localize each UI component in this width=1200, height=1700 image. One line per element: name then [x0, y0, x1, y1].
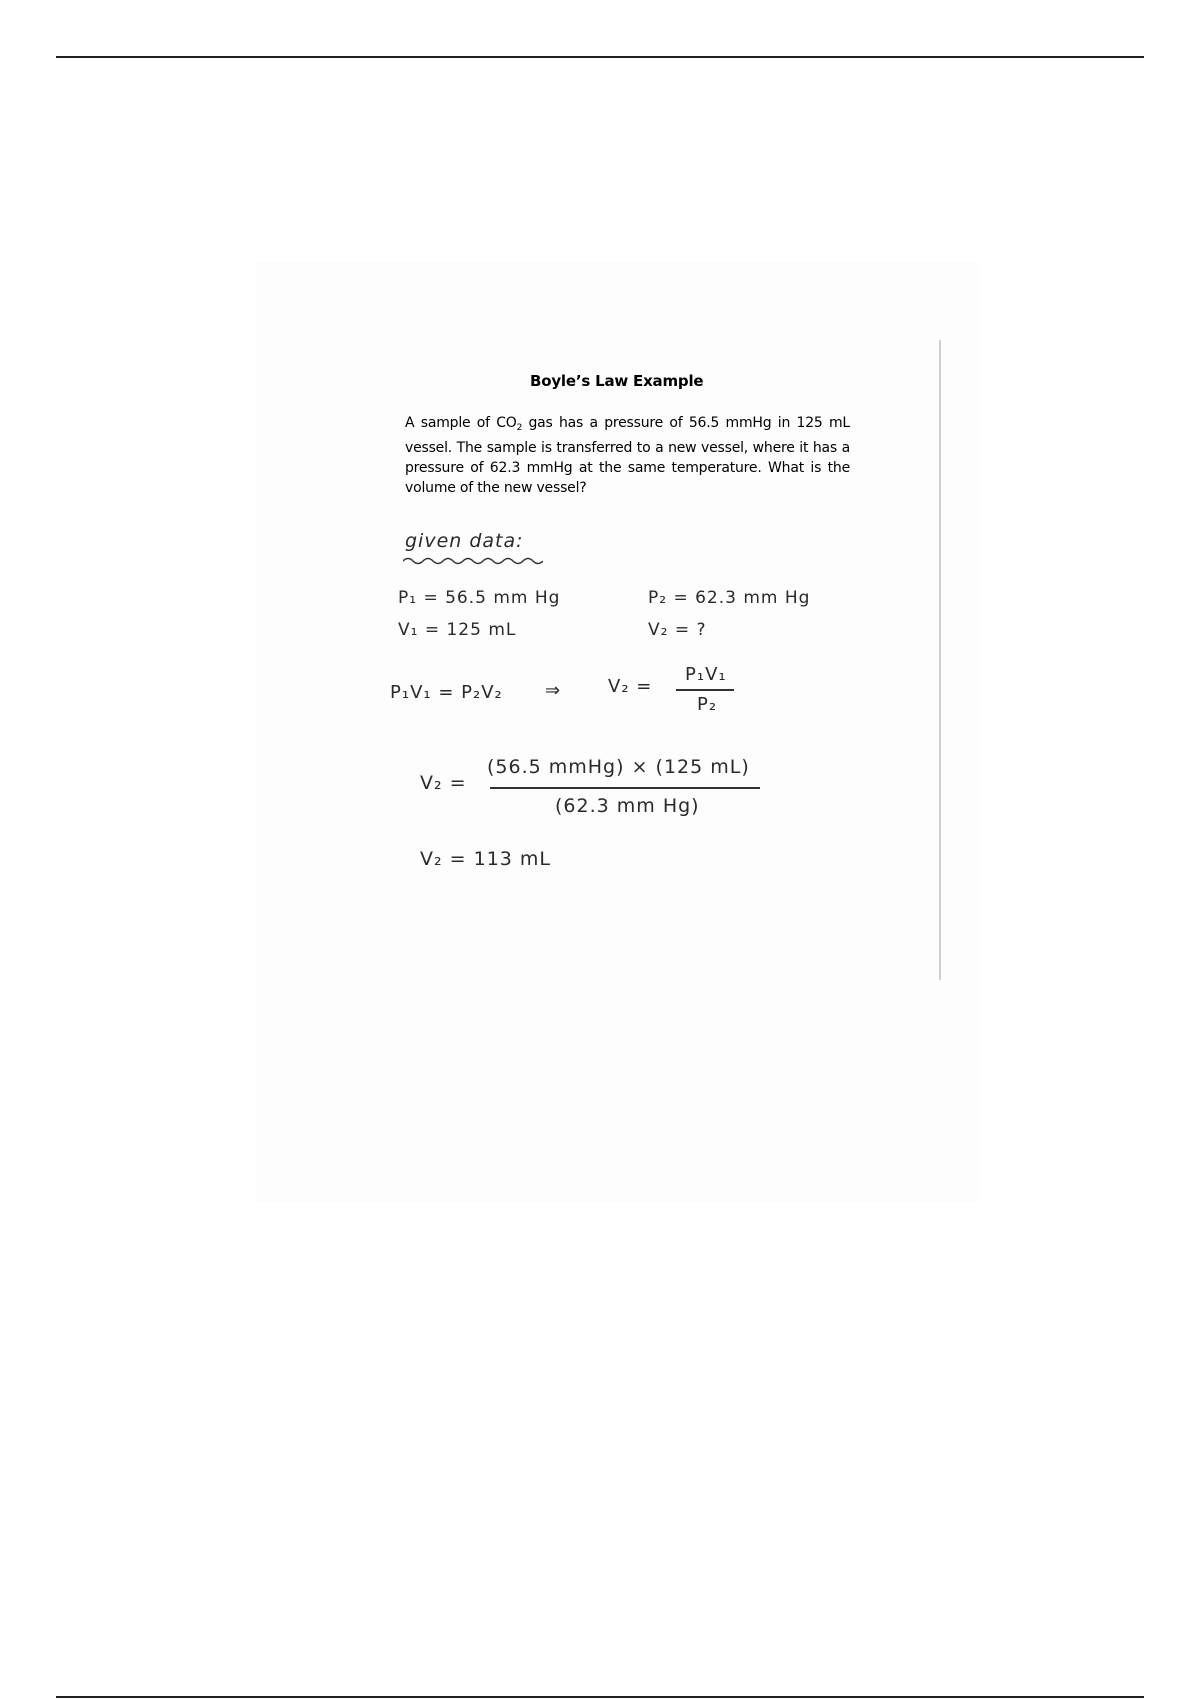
rearranged-fraction-bar	[676, 689, 734, 691]
scanned-page	[255, 262, 980, 1202]
final-answer: V₂ = 113 mL	[420, 848, 552, 870]
problem-text-start: A sample of CO	[405, 415, 517, 431]
footer-rule	[56, 1696, 1144, 1698]
implies-arrow: ⇒	[545, 680, 562, 701]
given-data-label: given data:	[405, 530, 524, 552]
calculation-numerator: (56.5 mmHg) × (125 mL)	[487, 756, 750, 778]
calculation-lhs: V₂ =	[420, 772, 467, 794]
header-rule	[56, 56, 1144, 58]
given-v1: V₁ = 125 mL	[398, 620, 517, 640]
problem-text-end: gas has a pressure of 56.5 mmHg in 125 mL vessel. The sample is transferred to a new vessel, where it has a pressure of 62.3 mmHg at the same temperature. What is the volume of the new vessel?	[405, 415, 851, 496]
calculation-denominator: (62.3 mm Hg)	[555, 795, 700, 817]
given-p2: P₂ = 62.3 mm Hg	[648, 588, 811, 608]
calculation-fraction-bar	[490, 787, 760, 789]
rearranged-numerator: P₁V₁	[685, 664, 727, 685]
rearranged-lhs: V₂ =	[608, 676, 653, 697]
problem-statement	[405, 413, 850, 498]
unknown-v2: V₂ = ?	[648, 620, 707, 640]
example-title: Boyle’s Law Example	[530, 372, 704, 390]
rearranged-denominator: P₂	[697, 694, 718, 715]
problem-subscript: 2	[516, 423, 523, 433]
given-p1: P₁ = 56.5 mm Hg	[398, 588, 561, 608]
boyles-law-equation: P₁V₁ = P₂V₂	[390, 682, 503, 703]
scan-edge-line	[939, 340, 941, 980]
given-underline-squiggle	[403, 556, 543, 566]
